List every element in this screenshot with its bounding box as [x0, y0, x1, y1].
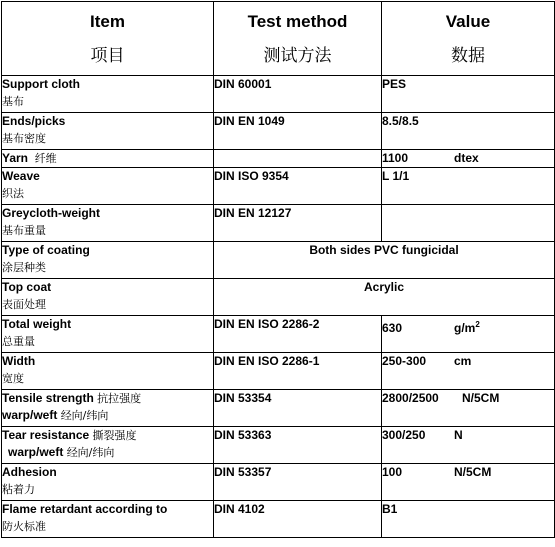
value-number: 2800/2500: [382, 391, 439, 405]
row-item: [2, 168, 214, 205]
table-row: [2, 150, 555, 168]
item-en: Tensile strength: [2, 391, 94, 405]
value-number: 8.5/8.5: [382, 114, 419, 128]
item-en: Top coat: [2, 280, 52, 294]
header-item: [2, 2, 214, 76]
item-zh: 粘着力: [2, 483, 35, 496]
value-unit: N/5CM: [462, 391, 500, 405]
item-en: Support cloth: [2, 77, 80, 91]
table-row: [2, 316, 555, 353]
table-row: [2, 427, 555, 464]
value-number: 100: [382, 465, 403, 479]
value-unit: cm: [454, 354, 472, 368]
row-method: DIN EN ISO 2286-1: [214, 353, 382, 390]
table-row: [2, 464, 555, 501]
item-en: Total weight: [2, 317, 72, 331]
item-en: Yarn: [2, 151, 29, 165]
table-row: [2, 353, 555, 390]
spec-table: [1, 1, 555, 538]
item-en: Tear resistance: [2, 428, 90, 442]
row-method: DIN EN 1049: [214, 113, 382, 150]
row-value: [382, 150, 555, 168]
table-row: [2, 113, 555, 150]
row-value: [382, 205, 555, 242]
item-en: Type of coating: [2, 243, 90, 257]
value-unit: $g/m^2$: [454, 320, 480, 335]
row-method: DIN 53354: [214, 390, 382, 427]
table-row: [2, 76, 555, 113]
row-method: DIN 53357: [214, 464, 382, 501]
item-zh: 总重量: [2, 335, 35, 348]
row-method: DIN 4102: [214, 501, 382, 538]
row-value: [382, 113, 555, 150]
item-en: Adhesion: [2, 465, 57, 479]
table-row: [2, 168, 555, 205]
item-zh: 表面处理: [2, 298, 46, 311]
row-item: [2, 390, 214, 427]
header-method: [214, 2, 382, 76]
row-method: DIN ISO 9354: [214, 168, 382, 205]
item-en: Flame retardant according to: [2, 502, 168, 516]
item-zh: 织法: [2, 187, 24, 200]
value-number: 1100: [382, 151, 409, 165]
header-item-zh: 项目: [90, 46, 125, 66]
row-value: [382, 464, 555, 501]
item-zh-sub: 经向/纬向: [60, 409, 109, 422]
row-value: [382, 353, 555, 390]
row-method: DIN EN ISO 2286-2: [214, 316, 382, 353]
row-item: [2, 501, 214, 538]
item-en: Width: [2, 354, 36, 368]
header-row: [2, 2, 555, 76]
row-item: [2, 353, 214, 390]
item-en: Weave: [2, 169, 40, 183]
value-unit: N: [454, 428, 463, 442]
header-method-en: Test method: [247, 12, 348, 31]
value-number: L 1/1: [382, 169, 410, 183]
header-item-en: Item: [90, 12, 125, 31]
row-value: [382, 316, 555, 353]
row-item: [2, 76, 214, 113]
header-value-zh: 数据: [451, 46, 485, 66]
item-en: Greycloth-weight: [2, 206, 101, 220]
row-method: DIN 60001: [214, 76, 382, 113]
item-zh: 抗拉强度: [97, 392, 142, 405]
row-value: [382, 168, 555, 205]
row-item: [2, 427, 214, 464]
value-number: 630: [382, 321, 403, 335]
row-item: [2, 242, 214, 279]
value-number: B1: [382, 502, 398, 516]
item-zh: 撕裂强度: [92, 429, 137, 442]
value-number: PES: [382, 77, 407, 91]
header-method-zh: 测试方法: [263, 46, 332, 66]
row-span-value: Both sides PVC fungicidal: [214, 242, 555, 279]
item-zh: 基布: [2, 95, 24, 108]
table-row: [2, 242, 555, 279]
item-zh: 宽度: [2, 372, 24, 385]
row-item: [2, 279, 214, 316]
row-value: [382, 390, 555, 427]
row-value: [382, 76, 555, 113]
header-value: [382, 2, 555, 76]
row-method: DIN 53363: [214, 427, 382, 464]
row-value: [382, 427, 555, 464]
row-span-value: Acrylic: [214, 279, 555, 316]
item-en-sub: warp/weft: [8, 445, 64, 459]
item-zh: 防火标准: [2, 520, 46, 533]
table-row: [2, 390, 555, 427]
item-zh-sub: 经向/纬向: [66, 446, 115, 459]
value-unit: N/5CM: [454, 465, 492, 479]
row-value: [382, 501, 555, 538]
value-number: 300/250: [382, 428, 426, 442]
item-en-sub: warp/weft: [2, 408, 58, 422]
item-zh: 涂层种类: [2, 261, 46, 274]
value-number: 250-300: [382, 354, 427, 368]
row-method: [214, 150, 382, 168]
row-item: [2, 113, 214, 150]
row-item: [2, 464, 214, 501]
table-row: [2, 501, 555, 538]
item-zh: 基布重量: [2, 224, 46, 237]
header-value-en: Value: [445, 12, 491, 31]
table-row: [2, 205, 555, 242]
item-zh: 纤维: [34, 152, 57, 165]
row-item: [2, 316, 214, 353]
value-unit: dtex: [454, 151, 479, 165]
row-item: [2, 150, 214, 168]
item-en: Ends/picks: [2, 114, 66, 128]
item-zh: 基布密度: [2, 132, 46, 145]
table-row: [2, 279, 555, 316]
row-item: [2, 205, 214, 242]
row-method: DIN EN 12127: [214, 205, 382, 242]
